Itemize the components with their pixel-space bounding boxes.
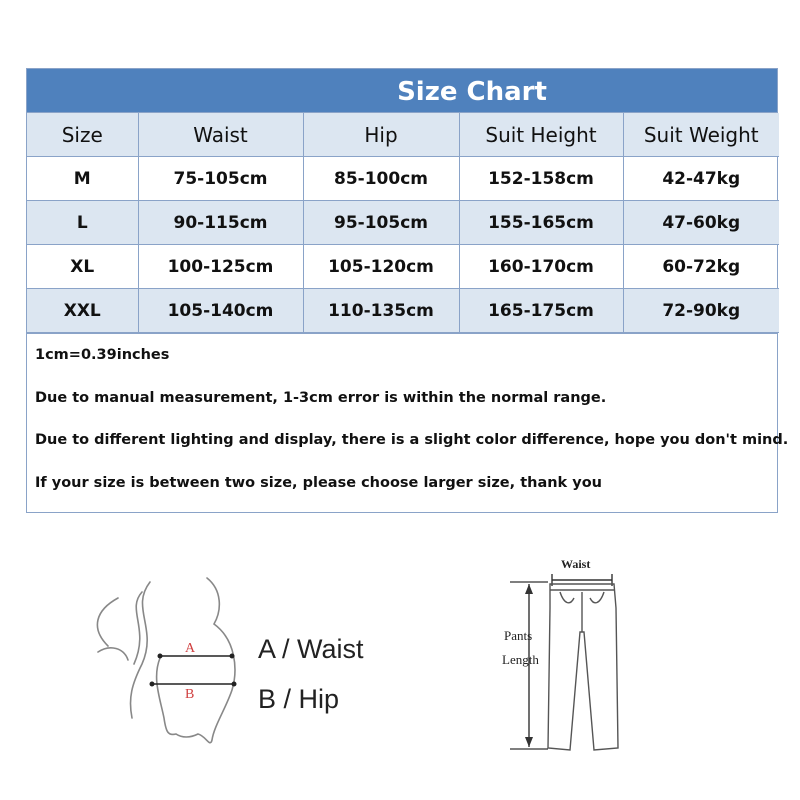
dot-icon xyxy=(230,654,235,659)
note-size-advice: If your size is between two size, please choose larger size, thank you xyxy=(35,474,602,491)
marker-a: A xyxy=(185,641,196,656)
header-suit-height: Suit Height xyxy=(459,113,623,157)
marker-b: B xyxy=(185,687,195,702)
waist-label: Waist xyxy=(561,557,591,571)
header-size: Size xyxy=(27,113,138,157)
size-table xyxy=(27,113,779,333)
header-waist: Waist xyxy=(138,113,303,157)
table-row xyxy=(27,289,779,333)
legend-hip: B / Hip xyxy=(258,684,340,714)
cell-waist: 90-115cm xyxy=(138,201,303,245)
notes-section xyxy=(27,333,789,512)
header-hip: Hip xyxy=(303,113,459,157)
cell-waist: 75-105cm xyxy=(138,157,303,201)
table-row xyxy=(27,157,779,201)
note-conversion: 1cm=0.39inches xyxy=(35,347,170,363)
arrow-down-icon xyxy=(525,737,533,747)
cell-hip: 105-120cm xyxy=(303,245,459,289)
dot-icon xyxy=(150,682,155,687)
size-chart xyxy=(26,68,789,513)
cell-hip: 110-135cm xyxy=(303,289,459,333)
dot-icon xyxy=(158,654,163,659)
cell-suit-height: 160-170cm xyxy=(459,245,623,289)
table-header-row xyxy=(27,113,779,157)
cell-suit-weight: 42-47kg xyxy=(623,157,779,201)
cell-waist: 105-140cm xyxy=(138,289,303,333)
header-suit-weight: Suit Weight xyxy=(623,113,779,157)
cell-size: XL xyxy=(27,245,138,289)
cell-size: L xyxy=(27,201,138,245)
cell-suit-weight: 47-60kg xyxy=(623,201,779,245)
measurement-guide xyxy=(0,548,800,800)
cell-size: XXL xyxy=(27,289,138,333)
length-label: Length xyxy=(502,652,539,667)
note-measurement-error: Due to manual measurement, 1-3cm error is within the normal range. xyxy=(35,389,607,406)
chart-title: Size Chart xyxy=(27,69,777,113)
pants-illustration xyxy=(500,548,670,800)
arrow-up-icon xyxy=(525,584,533,594)
cell-hip: 95-105cm xyxy=(303,201,459,245)
body-outline-illustration xyxy=(0,548,250,800)
cell-hip: 85-100cm xyxy=(303,157,459,201)
cell-suit-height: 155-165cm xyxy=(459,201,623,245)
cell-suit-weight: 60-72kg xyxy=(623,245,779,289)
cell-suit-height: 152-158cm xyxy=(459,157,623,201)
note-color-difference: Due to different lighting and display, there is a slight color difference, hope you don't mind. xyxy=(35,432,789,448)
table-row xyxy=(27,201,779,245)
pants-label: Pants xyxy=(504,628,533,643)
cell-suit-height: 165-175cm xyxy=(459,289,623,333)
dot-icon xyxy=(232,682,237,687)
cell-waist: 100-125cm xyxy=(138,245,303,289)
cell-suit-weight: 72-90kg xyxy=(623,289,779,333)
table-row xyxy=(27,245,779,289)
legend-waist: A / Waist xyxy=(258,634,364,664)
cell-size: M xyxy=(27,157,138,201)
